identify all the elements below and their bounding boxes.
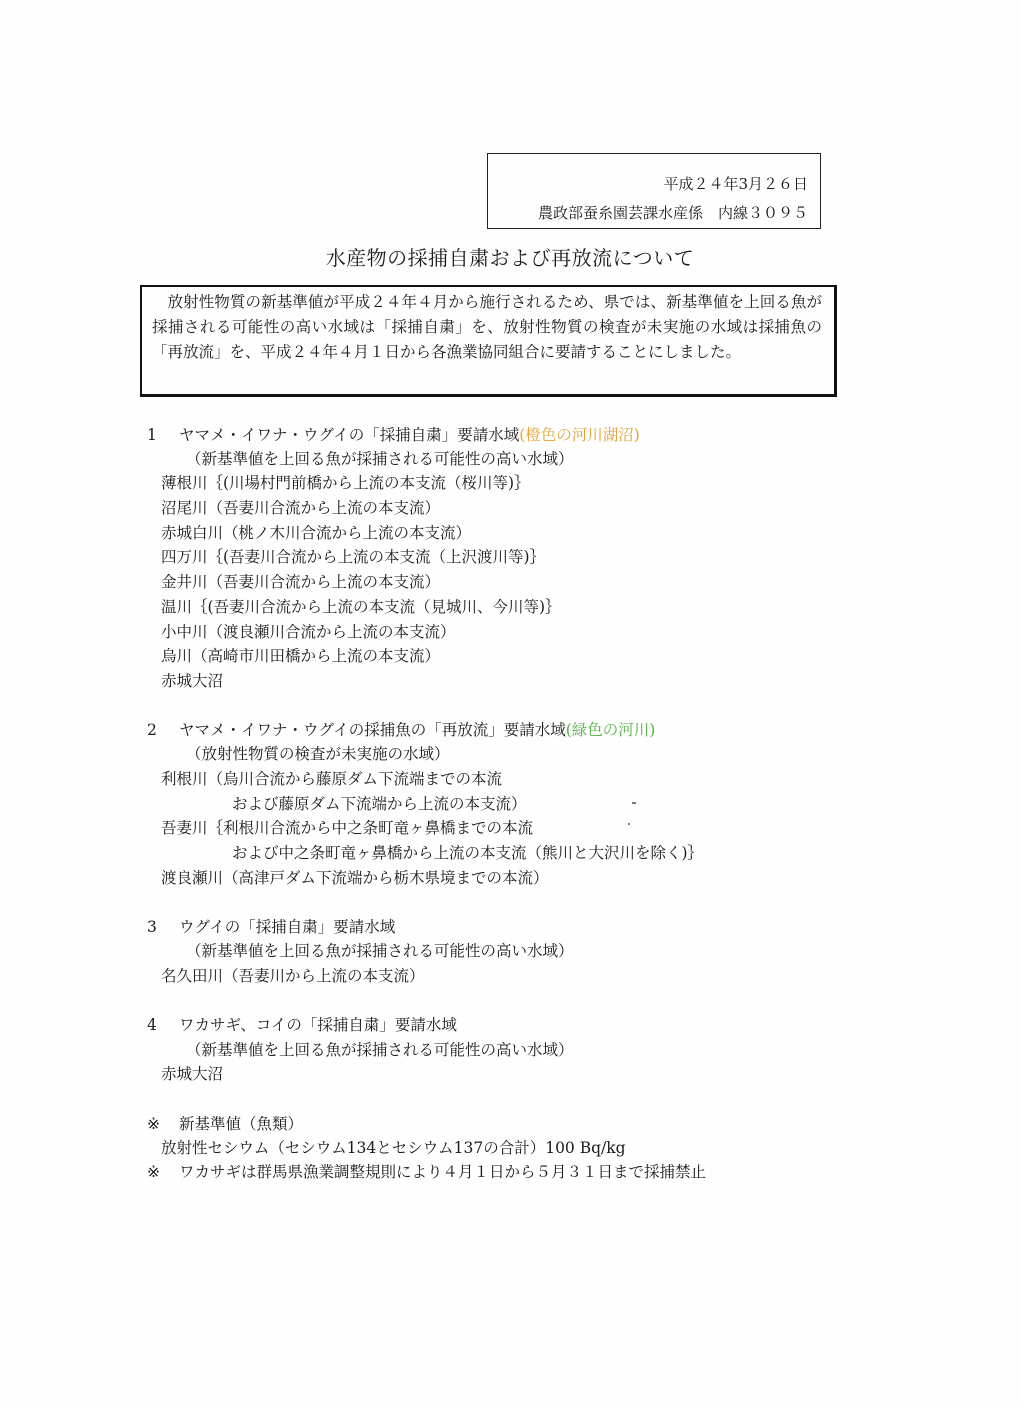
section-number: 3 bbox=[147, 918, 157, 936]
note-standard-value: 放射性セシウム（セシウム134とセシウム137の合計）100 Bq/kg bbox=[161, 1139, 626, 1157]
page-title: 水産物の採捕自粛および再放流について bbox=[325, 246, 695, 270]
list-item: 利根川（烏川合流から藤原ダム下流端までの本流 bbox=[161, 770, 503, 788]
document-date: 平成２４年3月２６日 bbox=[663, 175, 808, 193]
section-4-heading: 4 ワカサギ、コイの「採捕自粛」要請水域 bbox=[147, 1016, 457, 1034]
section-number: 2 bbox=[147, 721, 157, 739]
section-4-subtitle: （新基準値を上回る魚が採捕される可能性の高い水域） bbox=[186, 1041, 574, 1059]
section-3-subtitle: （新基準値を上回る魚が採捕される可能性の高い水域） bbox=[186, 942, 574, 960]
list-item: および中之条町竜ヶ鼻橋から上流の本支流（熊川と大沢川を除く)｝ bbox=[232, 844, 704, 862]
note-mark: ※ bbox=[147, 1163, 160, 1181]
list-item: 赤城白川（桃ノ木川合流から上流の本支流） bbox=[161, 524, 472, 542]
section-3-heading: 3 ウグイの「採捕自粛」要請水域 bbox=[147, 918, 396, 936]
header-box bbox=[487, 153, 821, 229]
section-number: 1 bbox=[147, 426, 157, 444]
list-item: 温川｛(吾妻川合流から上流の本支流（見城川、今川等)｝ bbox=[161, 598, 561, 616]
list-item: 四万川｛(吾妻川合流から上流の本支流（上沢渡川等)｝ bbox=[161, 548, 546, 566]
list-item: 赤城大沼 bbox=[161, 672, 224, 690]
list-item: 赤城大沼 bbox=[161, 1065, 224, 1083]
section-1-subtitle: （新基準値を上回る魚が採捕される可能性の高い水域） bbox=[186, 450, 574, 468]
note-smelt-ban: ※ ワカサギは群馬県漁業調整規則により４月１日から５月３１日まで採捕禁止 bbox=[147, 1163, 707, 1181]
section-2-subtitle: （放射性物質の検査が未実施の水域） bbox=[186, 745, 450, 763]
department-contact: 農政部蚕糸園芸課水産係 内線３０９５ bbox=[537, 204, 808, 222]
note-mark: ※ bbox=[147, 1115, 160, 1133]
section-number: 4 bbox=[147, 1016, 157, 1034]
notice-text: 放射性物質の新基準値が平成２４年４月から施行されるため、県では、新基準値を上回る魚が採捕される可能性の高い水域は「採捕自粛」を、放射性物質の検査が未実施の水域は採捕魚の「再放流」を、平成２４年４月１日から各漁業協同組合に要請することにしました。 bbox=[152, 293, 822, 361]
list-item: 烏川（高崎市川田橋から上流の本支流） bbox=[161, 647, 441, 665]
list-item: 渡良瀬川（高津戸ダム下流端から栃木県境までの本流） bbox=[161, 869, 549, 887]
color-note-orange: (橙色の河川湖沼) bbox=[519, 426, 640, 444]
list-item: 沼尾川（吾妻川合流から上流の本支流） bbox=[161, 499, 441, 517]
scan-speck bbox=[632, 802, 636, 804]
note-standard-heading: ※ 新基準値（魚類） bbox=[147, 1115, 304, 1133]
list-item: 金井川（吾妻川合流から上流の本支流） bbox=[161, 573, 441, 591]
list-item: 薄根川｛(川場村門前橋から上流の本支流（桜川等)｝ bbox=[161, 474, 530, 492]
list-item: 小中川（渡良瀬川合流から上流の本支流） bbox=[161, 623, 456, 641]
section-1-heading: 1 ヤマメ・イワナ・ウグイの「採捕自粛」要請水域(橙色の河川湖沼) bbox=[147, 426, 640, 444]
list-item: 名久田川（吾妻川から上流の本支流） bbox=[161, 967, 425, 985]
notice-box bbox=[140, 285, 837, 397]
color-note-green: (緑色の河川) bbox=[565, 721, 656, 739]
list-item: および藤原ダム下流端から上流の本支流） bbox=[232, 795, 527, 813]
list-item: 吾妻川｛利根川合流から中之条町竜ヶ鼻橋までの本流 bbox=[161, 819, 534, 837]
section-2-heading: 2 ヤマメ・イワナ・ウグイの採捕魚の「再放流」要請水域(緑色の河川) bbox=[147, 721, 656, 739]
scan-speck bbox=[628, 823, 630, 825]
